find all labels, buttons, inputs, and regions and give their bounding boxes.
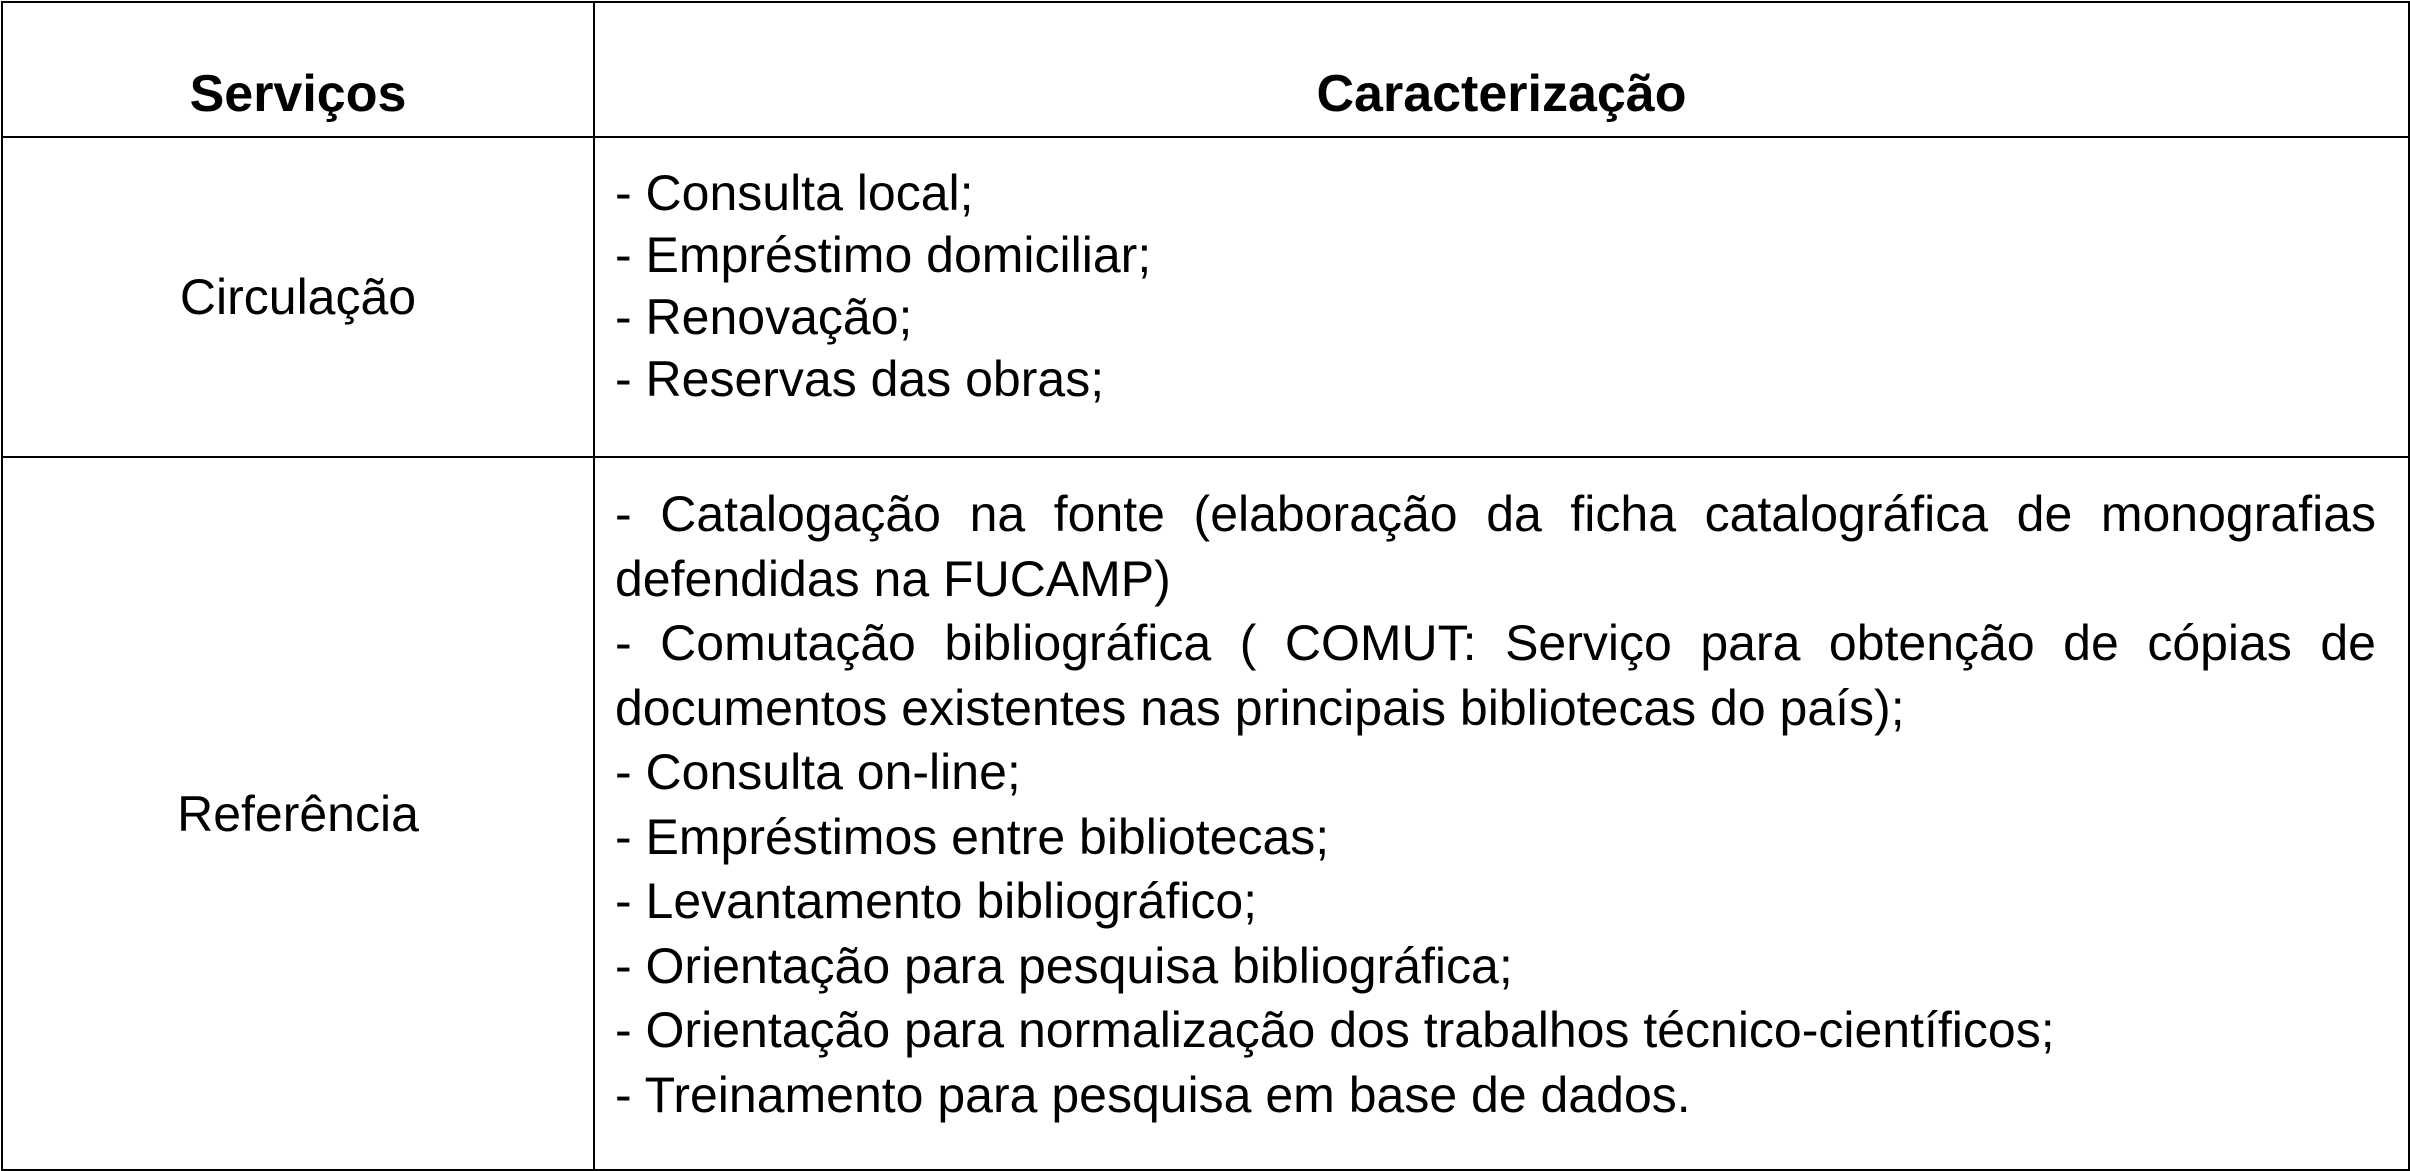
service-name: Circulação [2,137,594,457]
list-item: - Catalogação na fonte (elaboração da ficha catalográfica de monografias defendidas na FUCAMP) [615,486,2376,607]
list-item: - Empréstimos entre bibliotecas; [615,808,1330,865]
table-row [2,457,2409,1170]
list-item: - Orientação para normalização dos trabalhos técnico-científicos; [615,1002,2055,1058]
characterization-cell [594,137,2409,457]
list-item: - Reservas das obras; [615,351,1105,407]
table-header-row [2,2,2409,137]
list-item: - Renovação; [615,289,913,345]
list-item: - Consulta local; [615,165,974,221]
service-name: Referência [2,457,594,1170]
list-item: - Levantamento bibliográfico; [615,873,1258,929]
list-item: - Treinamento para pesquisa em base de dados. [615,1066,1691,1123]
characterization-cell [594,457,2409,1170]
characterization-list [595,138,2408,410]
table-row [2,137,2409,457]
list-item: - Comutação bibliográfica ( COMUT: Serviço para obtenção de cópias de documentos existentes nas principais bibliotecas do país); [615,615,2376,736]
list-item: - Orientação para pesquisa bibliográfica; [615,937,1513,994]
services-table [1,1,2410,1171]
list-item: - Consulta on-line; [615,744,1021,800]
list-item: - Empréstimo domiciliar; [615,227,1152,283]
header-services: Serviços [2,2,594,137]
characterization-list [595,458,2408,1127]
header-characterization: Caracterização [594,2,2409,137]
